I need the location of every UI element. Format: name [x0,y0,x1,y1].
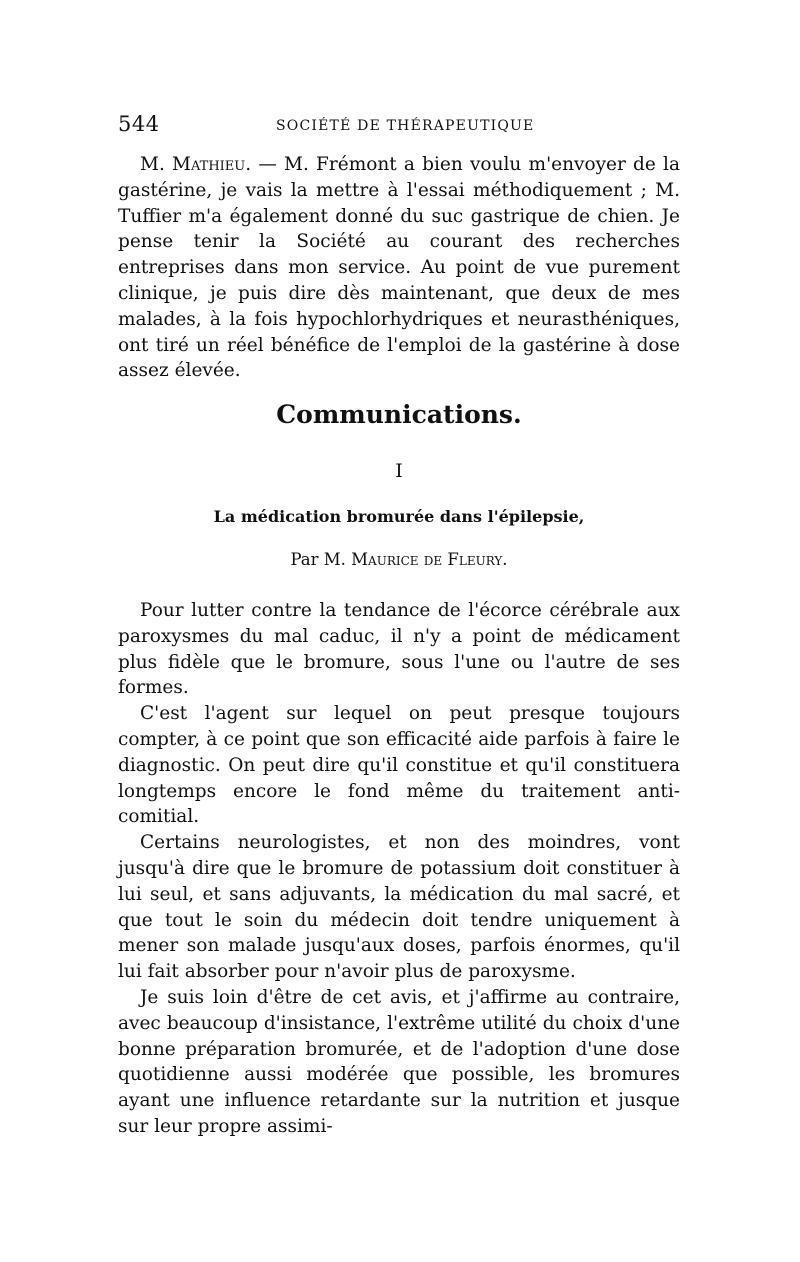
body-paragraph: Certains neurologistes, et non des moindres, vont jusqu'à dire que le bromure de potassium doit constituer à lui seul, et sans adjuvants, la médication du mal sacré, et que tout le soin du médecin doit tendre uniquement à mener son malade jusqu'aux doses, parfois énormes, qu'il lui fait absorber pour n'avoir plus de paroxysme. [118,832,680,983]
running-head [118,112,680,142]
intro-paragraph [118,152,680,384]
intro-text: — M. Frémont a bien voulu m'envoyer de la gastérine, je vais la mettre à l'essai méthodiquement ; M. Tuffier m'a également donné du suc gastrique de chien. Je pense tenir la Société au courant des recherches entreprises dans mon service. Au point de vue purement clinique, je puis dire dès maintenant, que deux de mes malades, à la fois hypochlorhydriques et neurasthéniques, ont tiré un réel bénéfice de l'emploi de la gastérine à dose assez élevée. [118,154,680,382]
page-number: 544 [118,112,160,136]
body-paragraph: C'est l'agent sur lequel on peut presque toujours compter, à ce point que son efficacité aide parfois à faire le diagnostic. On peut dire qu'il constitue et qu'il constituera longtemps encore le fond même du traitement anti-comitial. [118,703,680,828]
body-paragraph: Je suis loin d'être de cet avis, et j'affirme au contraire, avec beaucoup d'insistance, l'extrême utilité du choix d'une bonne préparation bromurée, et de l'adoption d'une dose quotidienne aussi modérée que possible, les bromures ayant une influence retardante sur la nutrition et jusque sur leur propre assimi- [118,986,680,1137]
author-prefix: Par M. [290,550,352,569]
body-paragraph: Pour lutter contre la tendance de l'écorce cérébrale aux paroxysmes du mal caduc, il n'y a point de médicament plus fidèle que le bromure, sous l'une ou l'autre de ses formes. [118,600,680,699]
intro-block [118,152,680,384]
speaker-name: M. Mathieu. [140,154,252,175]
section-number: I [395,460,403,482]
article-author [118,550,680,569]
author-name: Maurice de Fleury. [351,550,508,569]
article-title: La médication bromurée dans l'épilepsie, [213,507,585,526]
section-title: Communications. [276,400,522,429]
running-title: SOCIÉTÉ DE THÉRAPEUTIQUE [276,118,535,134]
article-body [118,598,680,1140]
